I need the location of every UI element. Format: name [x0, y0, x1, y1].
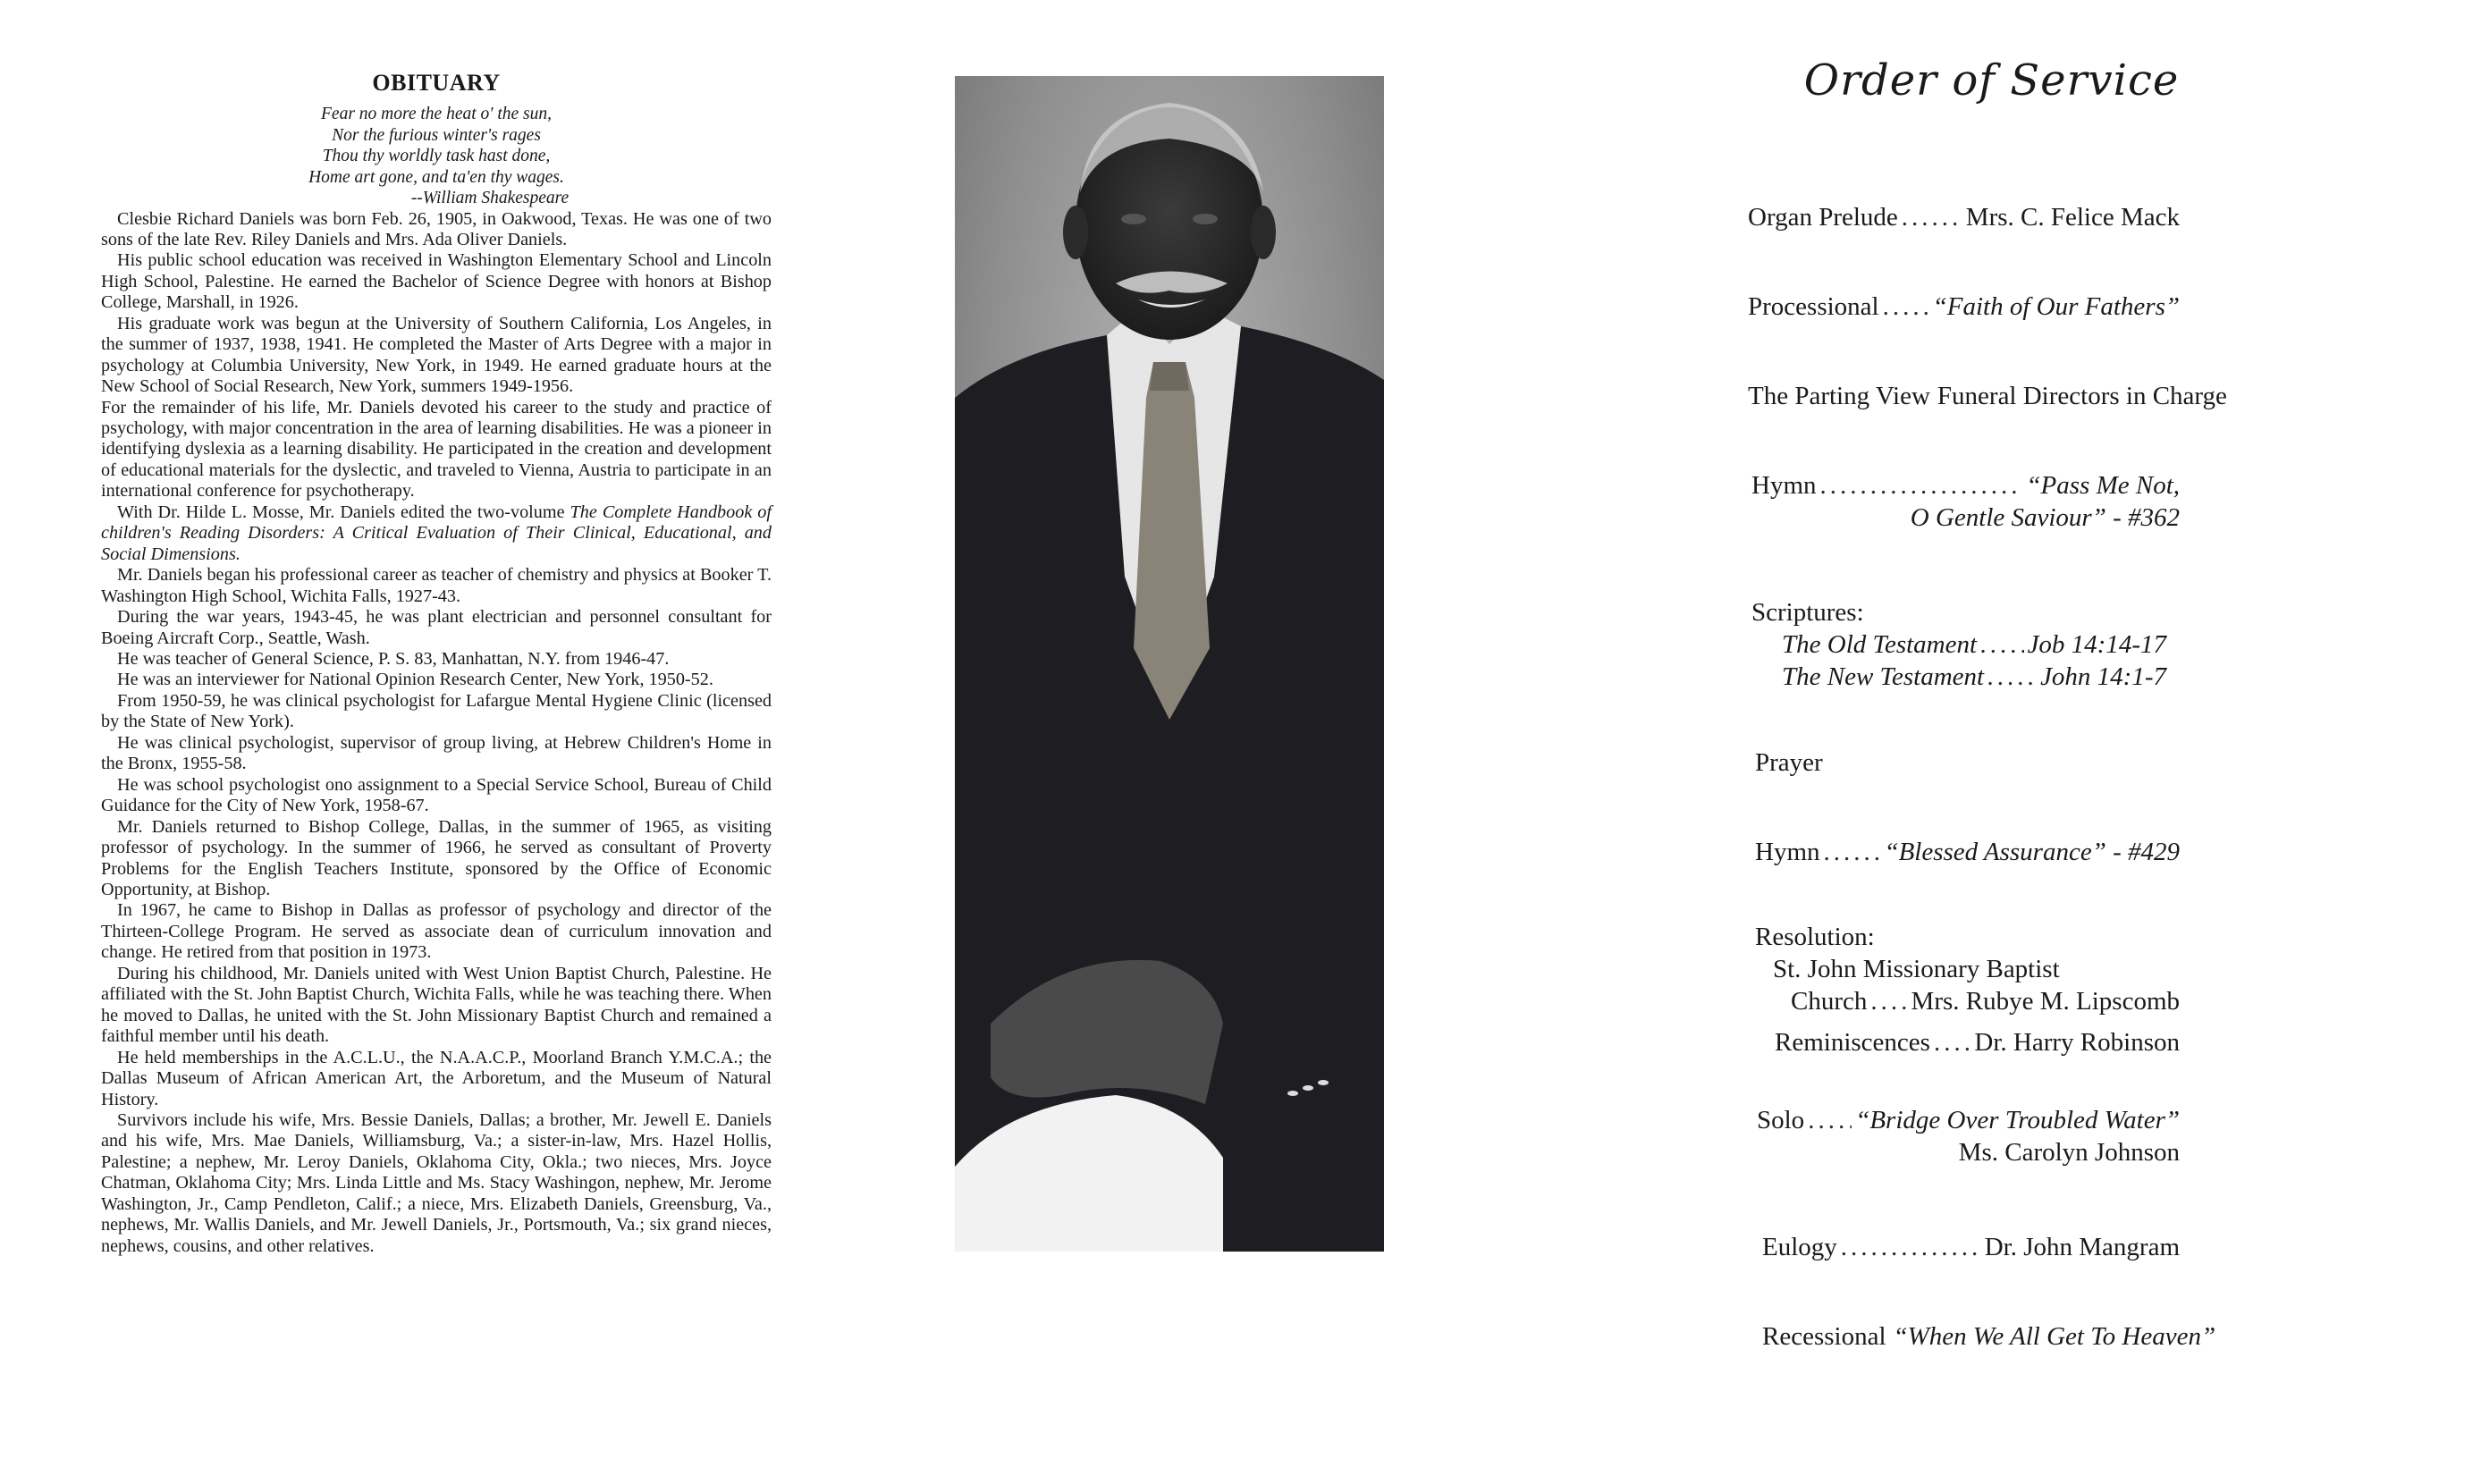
- obituary-paragraph-war-years: During the war years, 1943-45, he was plant electrician and personnel consultant for Boeing Aircraft Corp., Seattle, Wash.: [101, 607, 772, 648]
- resolution-church-label: Church: [1791, 987, 1868, 1016]
- item-label: Prayer: [1755, 748, 1823, 777]
- service-item-parting-view: [1748, 380, 2227, 412]
- leader-dots: [1824, 836, 1881, 868]
- obituary-paragraph-graduate: His graduate work was begun at the University of Southern California, Los Angeles, in the summer of 1937, 1938, 1941. He completed the Master of Arts Degree with a major in psychology at Columbia University, New York, in 1949. He earned graduate hours at the New School of Social Research, New York, summers 1949-1956.: [101, 313, 772, 397]
- leader-dots: [1841, 1231, 1981, 1263]
- obituary-paragraph-lafargue: From 1950-59, he was clinical psychologist for Lafargue Mental Hygiene Clinic (licensed by the State of New York).: [101, 690, 772, 732]
- service-item-solo: [1748, 1104, 2180, 1168]
- item-label: Hymn: [1755, 838, 1820, 866]
- item-value: “Bridge Over Troubled Water”: [1855, 1106, 2180, 1134]
- scripture-new-testament: [1748, 661, 2166, 693]
- cufflink-highlight: [1318, 1080, 1329, 1085]
- leader-dots: [1902, 201, 1962, 233]
- item-value: Mrs. C. Felice Mack: [1965, 203, 2180, 232]
- cufflink-highlight: [1287, 1091, 1298, 1096]
- obituary-title: OBITUARY: [372, 70, 501, 96]
- resolution-church-name: St. John Missionary Baptist: [1773, 955, 2060, 983]
- obituary-paragraph-norc: He was an interviewer for National Opinion Research Center, New York, 1950-52.: [117, 670, 713, 690]
- scripture-label: The Old Testament: [1782, 630, 1978, 659]
- cufflink-highlight: [1303, 1085, 1313, 1091]
- scripture-reference: John 14:1-7: [2040, 662, 2166, 691]
- right-eye: [1193, 214, 1218, 224]
- reminiscences-label: Reminiscences: [1775, 1028, 1930, 1057]
- item-label: Eulogy: [1762, 1233, 1837, 1261]
- obituary-panel: [101, 70, 772, 1257]
- soloist-name: Ms. Carolyn Johnson: [1958, 1138, 2180, 1167]
- service-item-eulogy: [1748, 1231, 2180, 1263]
- item-value: “When We All Get To Heaven”: [1893, 1322, 2216, 1351]
- item-value: Funeral Directors in Charge: [1937, 382, 2227, 410]
- obituary-paragraph-birth: Clesbie Richard Daniels was born Feb. 26, 1905, in Oakwood, Texas. He was one of two sons of the late Rev. Riley Daniels and Mrs. Ada Oliver Daniels.: [101, 208, 772, 249]
- item-label: Recessional: [1762, 1322, 1886, 1351]
- resolution-church-reader: Mrs. Rubye M. Lipscomb: [1911, 987, 2180, 1016]
- service-item-resolution: [1748, 921, 2180, 1058]
- item-label: Processional: [1748, 292, 1879, 321]
- obituary-paragraph-teacher: Mr. Daniels began his professional career as teacher of chemistry and physics at Booker T. Washington High School, Wichita Falls, 1927-43.: [101, 565, 772, 606]
- service-item-prayer: [1748, 746, 2187, 779]
- item-value: “Pass Me Not,: [2026, 471, 2180, 500]
- leader-dots: [1883, 291, 1929, 323]
- obituary-paragraph-hebrew-home: He was clinical psychologist, supervisor of group living, at Hebrew Children's Home in the Bronx, 1955-58.: [101, 732, 772, 774]
- left-ear: [1063, 206, 1088, 259]
- scripture-old-testament: [1748, 628, 2166, 661]
- item-label: Hymn: [1751, 471, 1817, 500]
- item-label: Scriptures:: [1751, 598, 1864, 627]
- portrait-photo: [955, 76, 1384, 1252]
- service-item-hymn-pass-me-not: [1748, 469, 2180, 534]
- poem-line: Thou thy worldly task hast done,: [322, 147, 551, 165]
- leader-dots: [1820, 469, 2023, 502]
- service-item-scriptures: [1748, 596, 2180, 693]
- leader-dots: [1934, 1026, 1970, 1058]
- left-eye: [1121, 214, 1146, 224]
- service-item-recessional: [1748, 1320, 2216, 1353]
- item-value: Dr. John Mangram: [1984, 1233, 2180, 1261]
- poem-line: Home art gone, and ta'en thy wages.: [308, 167, 564, 187]
- resolution-reminiscences: [1748, 1026, 2180, 1058]
- order-of-service-panel: [1748, 49, 2227, 1351]
- handbook-intro: With Dr. Hilde L. Mosse, Mr. Daniels edited the two-volume: [117, 502, 565, 522]
- scripture-reference: Job 14:14-17: [2027, 630, 2166, 659]
- obituary-paragraph-school-psych: He was school psychologist ono assignment to a Special Service School, Bureau of Child Guidance for the City of New York, 1958-67.: [101, 774, 772, 816]
- right-ear: [1251, 206, 1276, 259]
- shakespeare-poem: [101, 104, 772, 209]
- obituary-paragraph-memberships: He held memberships in the A.C.L.U., the N.A.A.C.P., Moorland Branch Y.M.C.A.; the Dallas Museum of African American Art, the Arboretum, and the Museum of Natural History.: [101, 1047, 772, 1109]
- poem-attribution: --William Shakespeare: [410, 189, 570, 207]
- service-item-organ-prelude: [1748, 201, 2180, 233]
- leader-dots: [1987, 661, 2037, 693]
- obituary-paragraph-handbook: [101, 502, 772, 565]
- item-label: Solo: [1757, 1106, 1805, 1134]
- handbook-title: The Complete Handbook of children's Reading Disorders: A Critical Evaluation of Their Clinical, Educational, and Social Dimensions.: [101, 502, 772, 564]
- obituary-paragraph-survivors: Survivors include his wife, Mrs. Bessie Daniels, Dallas; a brother, Mr. Jewell E. Daniels and his wife, Mrs. Mae Daniels, Williamsburg, Va.; a sister-in-law, Mrs. Hazel Hollis, Palestine; a nephew, Mr. Leroy Daniels, Oklahoma City, Okla.; two nieces, Mrs. Joyce Chatman, Oklahoma City; Mrs. Linda Little and Ms. Stacy Washingon, nephew, Mr. Jerome Washington, Jr., Camp Pendleton, Calif.; a niece, Mrs. Elizabeth Daniels, Greensburg, Va., nephews, Mr. Wallis Daniels, and Mr. Jewell Daniels, Jr., Portsmouth, Va.; six grand nieces, nephews, cousins, and other relatives.: [101, 1109, 772, 1256]
- obituary-paragraph-church: During his childhood, Mr. Daniels united with West Union Baptist Church, Palestine. He affiliated with the St. John Baptist Church, Wichita Falls, while he was teaching there. When he moved to Dallas, he united with the St. John Missionary Baptist Church and remained a faithful member until his death.: [101, 963, 772, 1047]
- poem-line: Nor the furious winter's rages: [332, 125, 541, 145]
- resolution-church: [1748, 985, 2180, 1017]
- reminiscences-speaker: Dr. Harry Robinson: [1974, 1028, 2180, 1057]
- obituary-paragraph-career: For the remainder of his life, Mr. Daniels devoted his career to the study and practice of psychology, with major concentration in the area of learning disabilities. He was a pioneer in identifying dyslexia as a learning disability. He participated in the creation and development of educational materials for the dyslectic, and traveled to Vienna, Austria to participate in an international conference for psychotherapy.: [101, 397, 772, 502]
- item-value-continued: O Gentle Saviour” - #362: [1910, 503, 2180, 532]
- obituary-paragraph-education: His public school education was received in Washington Elementary School and Lincoln High School, Palestine. He earned the Bachelor of Science Degree with honors at Bishop College, Marshall, in 1926.: [101, 250, 772, 313]
- portrait-illustration: [955, 76, 1384, 1252]
- service-item-processional: [1748, 291, 2180, 323]
- obituary-paragraph-ps83: He was teacher of General Science, P. S. 83, Manhattan, N.Y. from 1946-47.: [117, 649, 670, 670]
- scripture-label: The New Testament: [1782, 662, 1985, 691]
- obituary-paragraph-bishop-dallas: In 1967, he came to Bishop in Dallas as professor of psychology and director of the Thirteen-College Program. He served as associate dean of curriculum innovation and change. He retired from that position in 1973.: [101, 900, 772, 963]
- tie-knot: [1150, 362, 1189, 391]
- item-value: “Faith of Our Fathers”: [1932, 292, 2180, 321]
- item-label: Resolution:: [1755, 923, 1875, 951]
- item-label: The Parting View: [1748, 382, 1930, 410]
- item-value: “Blessed Assurance” - #429: [1884, 838, 2180, 866]
- leader-dots: [1870, 985, 1907, 1017]
- leader-dots: [1808, 1104, 1852, 1136]
- leader-dots: [1980, 628, 2024, 661]
- obituary-paragraph-bishop-return: Mr. Daniels returned to Bishop College, Dallas, in the summer of 1965, as visiting professor of psychology. In the summer of 1966, he served as consultant of Proverty Problems for the English Teachers Institute, sponsored by the Office of Economic Opportunity, at Bishop.: [101, 816, 772, 899]
- item-label: Organ Prelude: [1748, 203, 1898, 232]
- service-item-hymn-blessed-assurance: [1748, 836, 2180, 868]
- poem-line: Fear no more the heat o' the sun,: [321, 105, 552, 123]
- order-of-service-title: Order of Service: [1803, 55, 2180, 105]
